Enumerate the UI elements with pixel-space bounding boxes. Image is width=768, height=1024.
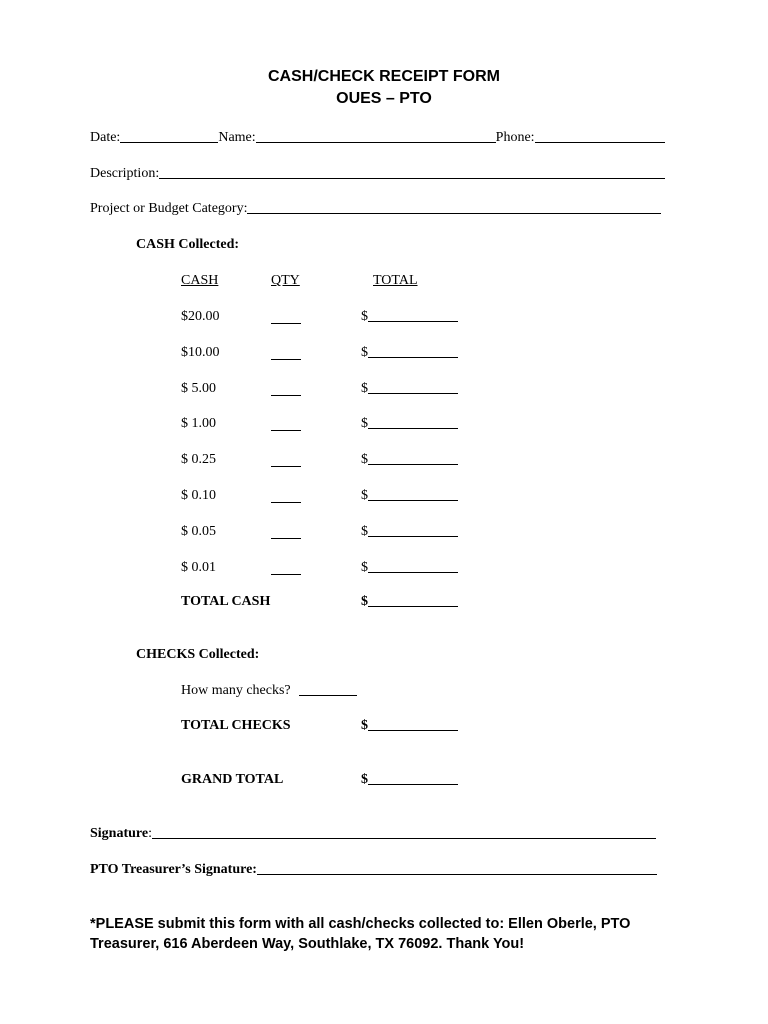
signature-label: Signature bbox=[90, 826, 149, 841]
cash-total-cell bbox=[361, 309, 458, 325]
cash-total-dollar: $ bbox=[361, 381, 368, 396]
total-cash-dollar: $ bbox=[361, 594, 368, 609]
date-field[interactable] bbox=[120, 141, 218, 143]
cash-total-dollar: $ bbox=[361, 488, 368, 503]
cash-total-cell bbox=[361, 345, 458, 361]
cash-qty-field[interactable] bbox=[271, 429, 301, 431]
description-label: Description: bbox=[90, 166, 160, 181]
cash-total-dollar: $ bbox=[361, 452, 368, 467]
cash-denomination: $ 0.25 bbox=[181, 452, 216, 467]
cash-qty-cell bbox=[271, 452, 301, 470]
total-checks-value bbox=[361, 718, 458, 734]
signature-row bbox=[90, 826, 656, 842]
cash-total-field[interactable] bbox=[368, 535, 458, 537]
cash-total-cell bbox=[361, 416, 458, 432]
cash-qty-cell bbox=[271, 309, 301, 327]
cash-total-cell bbox=[361, 560, 458, 576]
grand-total-field[interactable] bbox=[368, 783, 458, 785]
total-cash-value bbox=[361, 594, 458, 610]
total-checks-label: TOTAL CHECKS bbox=[181, 718, 291, 733]
cash-denomination: $ 1.00 bbox=[181, 416, 216, 431]
category-field[interactable] bbox=[247, 212, 661, 214]
name-field[interactable] bbox=[256, 141, 496, 143]
cash-denomination: $ 0.05 bbox=[181, 524, 216, 539]
cash-total-dollar: $ bbox=[361, 345, 368, 360]
cash-total-cell bbox=[361, 524, 458, 540]
cash-denomination: $ 0.01 bbox=[181, 560, 216, 575]
cash-total-field[interactable] bbox=[368, 320, 458, 322]
cash-denomination: $ 5.00 bbox=[181, 381, 216, 396]
cash-total-field[interactable] bbox=[368, 571, 458, 573]
cash-total-dollar: $ bbox=[361, 560, 368, 575]
cash-qty-cell bbox=[271, 345, 301, 363]
cash-denomination: $10.00 bbox=[181, 345, 220, 360]
cash-total-field[interactable] bbox=[368, 356, 458, 358]
cash-qty-field[interactable] bbox=[271, 573, 301, 575]
cash-total-cell bbox=[361, 452, 458, 468]
how-many-checks-field[interactable] bbox=[299, 694, 357, 696]
submission-note: *PLEASE submit this form with all cash/checks collected to: Ellen Oberle, PTO Treasurer, 616 Aberdeen Way, Southlake, TX 76092. Thank You! bbox=[90, 916, 631, 952]
cash-heading: CASH Collected: bbox=[136, 237, 240, 252]
date-label: Date: bbox=[90, 130, 121, 145]
signature-field[interactable] bbox=[152, 837, 656, 839]
cash-qty-cell bbox=[271, 524, 301, 542]
cash-denomination: $ 0.10 bbox=[181, 488, 216, 503]
description-row bbox=[90, 166, 665, 182]
grand-total-dollar: $ bbox=[361, 772, 368, 787]
name-label: Name: bbox=[218, 130, 256, 145]
cash-total-field[interactable] bbox=[368, 427, 458, 429]
total-cash-field[interactable] bbox=[368, 605, 458, 607]
category-label: Project or Budget Category: bbox=[90, 201, 248, 216]
treasurer-signature-field[interactable] bbox=[257, 873, 657, 875]
cash-qty-field[interactable] bbox=[271, 537, 301, 539]
treasurer-signature-row bbox=[90, 862, 657, 878]
how-many-checks-label: How many checks? bbox=[181, 683, 291, 698]
total-checks-field[interactable] bbox=[368, 729, 458, 731]
grand-total-value bbox=[361, 772, 458, 788]
grand-total-label: GRAND TOTAL bbox=[181, 772, 284, 787]
cash-total-dollar: $ bbox=[361, 416, 368, 431]
cash-total-dollar: $ bbox=[361, 524, 368, 539]
col-qty-header: QTY bbox=[271, 273, 300, 288]
form-title: CASH/CHECK RECEIPT FORM bbox=[267, 68, 500, 85]
cash-qty-cell bbox=[271, 488, 301, 506]
cash-qty-field[interactable] bbox=[271, 358, 301, 360]
signature-colon: : bbox=[148, 826, 152, 841]
col-cash-header: CASH bbox=[181, 273, 219, 288]
treasurer-signature-label: PTO Treasurer’s Signature: bbox=[90, 862, 257, 877]
cash-qty-field[interactable] bbox=[271, 394, 301, 396]
checks-heading: CHECKS Collected: bbox=[136, 647, 260, 662]
header-fields-row bbox=[90, 130, 665, 146]
cash-total-cell bbox=[361, 488, 458, 504]
total-cash-label: TOTAL CASH bbox=[181, 594, 271, 609]
cash-qty-cell bbox=[271, 416, 301, 434]
cash-qty-field[interactable] bbox=[271, 501, 301, 503]
cash-denomination: $20.00 bbox=[181, 309, 220, 324]
cash-qty-cell bbox=[271, 381, 301, 399]
total-checks-dollar: $ bbox=[361, 718, 368, 733]
cash-qty-field[interactable] bbox=[271, 322, 301, 324]
form-subtitle: OUES – PTO bbox=[336, 90, 432, 107]
col-total-header: TOTAL bbox=[373, 273, 418, 288]
cash-total-dollar: $ bbox=[361, 309, 368, 324]
cash-total-cell bbox=[361, 381, 458, 397]
phone-field[interactable] bbox=[535, 141, 665, 143]
cash-total-field[interactable] bbox=[368, 499, 458, 501]
description-field[interactable] bbox=[159, 177, 665, 179]
cash-qty-cell bbox=[271, 560, 301, 578]
cash-total-field[interactable] bbox=[368, 463, 458, 465]
how-many-checks-row bbox=[181, 683, 357, 699]
cash-qty-field[interactable] bbox=[271, 465, 301, 467]
cash-total-field[interactable] bbox=[368, 392, 458, 394]
category-row bbox=[90, 201, 661, 217]
phone-label: Phone: bbox=[495, 130, 535, 145]
